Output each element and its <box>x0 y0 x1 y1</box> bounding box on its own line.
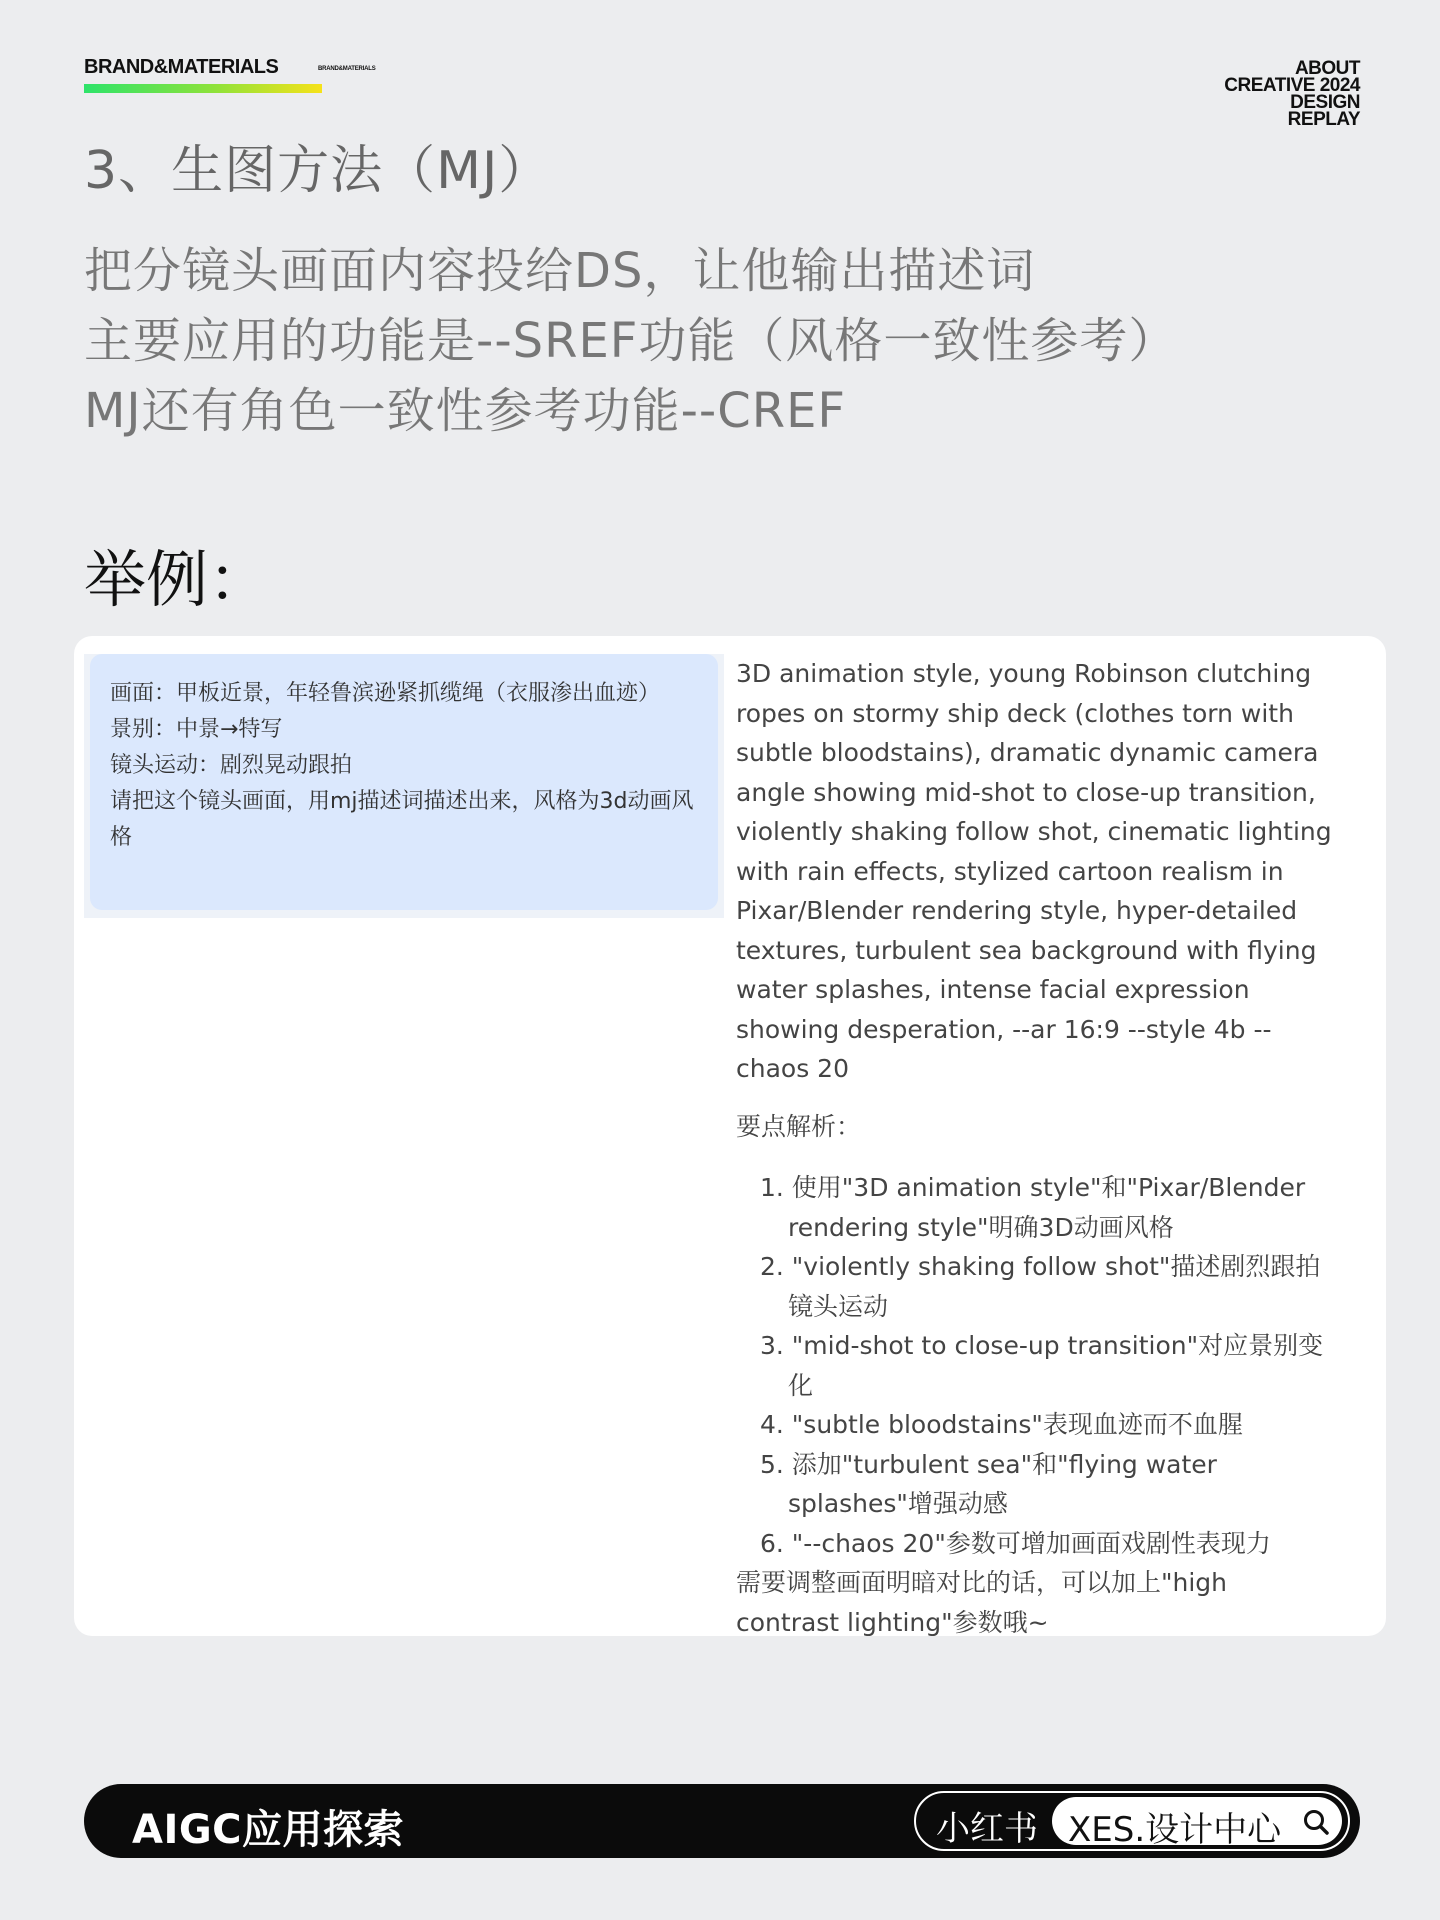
user-message-line: 镜头运动：剧烈晃动跟拍 <box>110 753 353 778</box>
assistant-reply <box>736 654 1336 1642</box>
about-block <box>1224 60 1360 128</box>
list-item: 1. 使用"3D animation style"和"Pixar/Blender rendering style"明确3D动画风格 <box>760 1173 1306 1242</box>
footer-bar <box>84 1784 1360 1858</box>
intro-line: 主要应用的功能是--SREF功能（风格一致性参考） <box>84 313 1178 369</box>
section-title: 3、生图方法（MJ） <box>84 141 552 201</box>
list-item: 5. 添加"turbulent sea"和"flying water splashes"增强动感 <box>760 1449 1217 1518</box>
about-line: REPLAY <box>1287 109 1360 130</box>
reply-subtitle: 要点解析： <box>736 1111 862 1141</box>
list-item: 2. "violently shaking follow shot"描述剧烈跟拍镜头运动 <box>760 1252 1321 1321</box>
about-line: CREATIVE 2024 <box>1224 75 1360 96</box>
reply-points-list <box>736 1168 1336 1563</box>
example-label: 举例： <box>84 543 271 616</box>
brand-label: BRAND&MATERIALS <box>84 56 279 78</box>
list-item: 4. "subtle bloodstains"表现血迹而不血腥 <box>760 1410 1243 1439</box>
brand-mini-label: BRAND&MATERIALS <box>318 66 376 72</box>
intro-line: 把分镜头画面内容投给DS，让他输出描述词 <box>84 243 1036 299</box>
about-line: ABOUT <box>1294 58 1360 79</box>
intro-line: MJ还有角色一致性参考功能--CREF <box>84 383 847 439</box>
about-line: DESIGN <box>1290 92 1360 113</box>
brand-gradient-bar <box>84 84 322 93</box>
search-text: XES.设计中心 <box>1068 1810 1282 1850</box>
user-message-line: 请把这个镜头画面，用mj描述词描述出来，风格为3d动画风格 <box>110 789 694 850</box>
reply-prompt: 3D animation style, young Robinson clutching ropes on stormy ship deck (clothes torn with subtle bloodstains), dramatic dynamic camera angle showing mid-shot to close-up transition, violently shaking follow shot, cinematic lighting with rain effects, stylized cartoon realism in Pixar/Blender rendering style, hyper-detailed textures, turbulent sea background with flying water splashes, intense facial expression showing desperation, --ar 16:9 --style 4b --chaos 20 <box>736 659 1332 1083</box>
search-pill[interactable] <box>914 1791 1350 1851</box>
footer-title: AIGC应用探索 <box>132 1807 405 1853</box>
search-box[interactable] <box>1052 1797 1342 1850</box>
list-item: 6. "--chaos 20"参数可增加画面戏剧性表现力 <box>760 1528 1271 1558</box>
search-icon[interactable] <box>1302 1808 1330 1836</box>
user-message-bubble <box>90 654 718 910</box>
list-item: 3. "mid-shot to close-up transition"对应景别变化 <box>760 1331 1324 1400</box>
intro-text <box>84 236 1364 446</box>
app-name: 小红书 <box>936 1809 1038 1849</box>
chat-screenshot-card <box>74 636 1386 1636</box>
user-message-area <box>84 654 724 918</box>
user-message-line: 景别：中景→特写 <box>110 717 283 742</box>
user-message-line: 画面：甲板近景，年轻鲁滨逊紧抓缆绳（衣服渗出血迹） <box>110 681 661 706</box>
reply-note: 需要调整画面明暗对比的话，可以加上"high contrast lighting"参数哦~ <box>736 1568 1228 1637</box>
